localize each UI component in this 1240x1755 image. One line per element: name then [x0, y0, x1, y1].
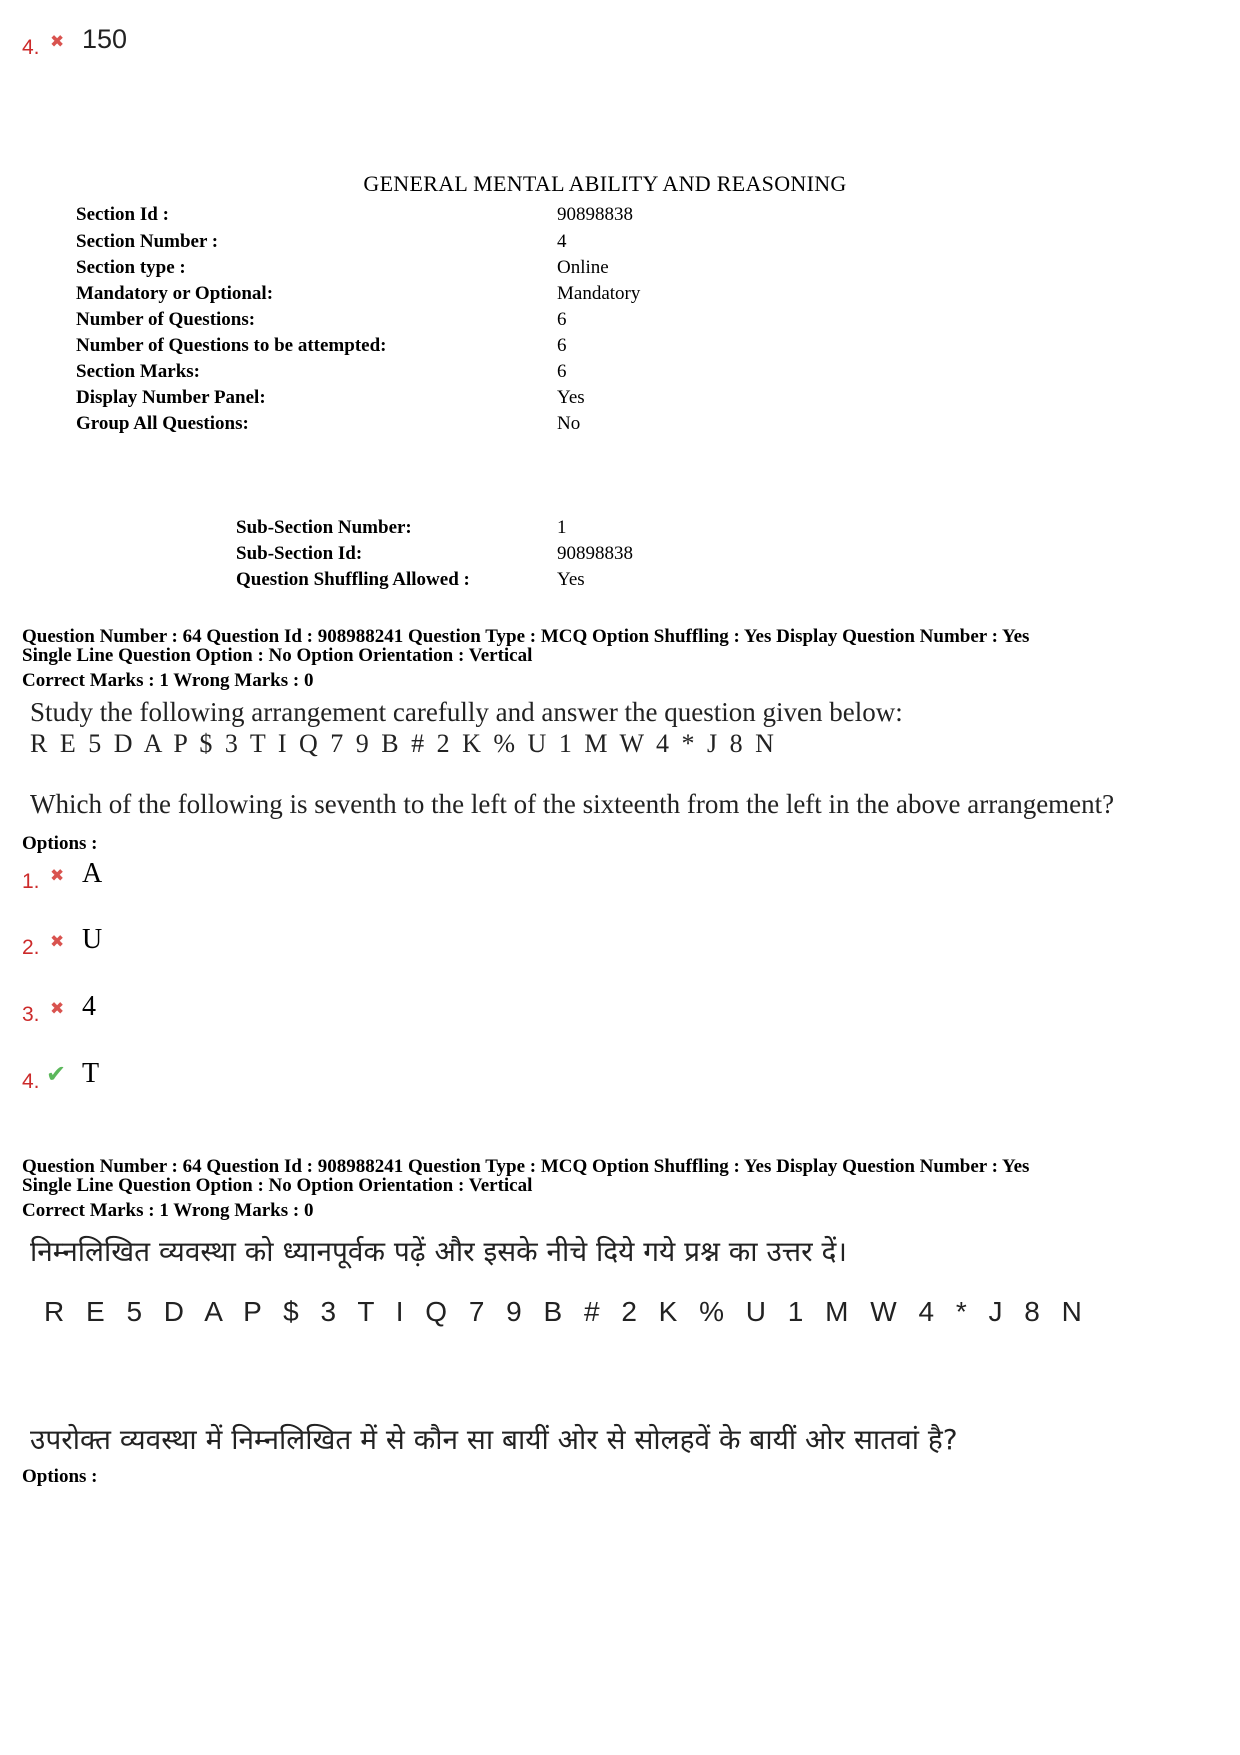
section-value: 6 [557, 361, 567, 382]
option-text: 4 [82, 991, 96, 1022]
option-text: U [82, 924, 103, 955]
cross-icon: ✖ [50, 32, 65, 52]
section-title: GENERAL MENTAL ABILITY AND REASONING [363, 171, 847, 196]
prev-option-text: 150 [82, 24, 128, 54]
section-label: Section Marks: [76, 361, 201, 382]
option-number: 4. [22, 1070, 40, 1093]
question-instruction: Study the following arrangement carefully and answer the question given below: [30, 697, 903, 727]
section-value: Mandatory [557, 283, 641, 304]
section-label: Group All Questions: [76, 413, 249, 434]
section-label: Section Number : [76, 231, 219, 252]
section-value: Online [557, 257, 609, 278]
question-meta-line2: Single Line Question Option : No Option Orientation : Vertical [22, 645, 533, 666]
question-marks: Correct Marks : 1 Wrong Marks : 0 [22, 1200, 314, 1221]
subsection-label: Question Shuffling Allowed : [236, 569, 470, 590]
subsection-value: 1 [557, 517, 567, 538]
question-arrangement: R E 5 D A P $ 3 T I Q 7 9 B # 2 K % U 1 M W 4 * J 8 N [30, 729, 777, 758]
section-value: 6 [557, 309, 567, 330]
subsection-label: Sub-Section Number: [236, 517, 412, 538]
prev-option-number: 4. [22, 36, 40, 59]
option-number: 2. [22, 936, 40, 959]
question-meta-line1: Question Number : 64 Question Id : 908988241 Question Type : MCQ Option Shuffling : Yes Display Question Number : Yes [22, 626, 1030, 647]
question-instruction: निम्नलिखित व्यवस्था को ध्यानपूर्वक पढ़ें और इसके नीचे दिये गये प्रश्न का उत्तर दें। [30, 1235, 847, 1268]
section-value: 90898838 [557, 204, 633, 225]
section-value: No [557, 413, 581, 434]
section-label: Mandatory or Optional: [76, 283, 274, 304]
section-label: Number of Questions: [76, 309, 256, 330]
section-value: 4 [557, 231, 567, 252]
question-text: उपरोक्त व्यवस्था में निम्नलिखित में से कौन सा बायीं ओर से सोलहवें के बायीं ओर सातवां है? [30, 1423, 958, 1456]
question-marks: Correct Marks : 1 Wrong Marks : 0 [22, 670, 314, 691]
section-value: Yes [557, 387, 585, 408]
option-text: T [82, 1058, 100, 1089]
section-label: Number of Questions to be attempted: [76, 335, 387, 356]
section-label: Display Number Panel: [76, 387, 266, 408]
cross-icon: ✖ [50, 932, 65, 952]
subsection-value: Yes [557, 569, 585, 590]
section-label: Section Id : [76, 204, 169, 225]
subsection-value: 90898838 [557, 543, 633, 564]
option-text: A [82, 858, 103, 889]
question-meta-line1: Question Number : 64 Question Id : 908988241 Question Type : MCQ Option Shuffling : Yes Display Question Number : Yes [22, 1156, 1030, 1177]
options-label: Options : [22, 833, 98, 854]
question-arrangement: R E 5 D A P $ 3 T I Q 7 9 B # 2 K % U 1 M W 4 * J 8 N [44, 1296, 1089, 1327]
question-text: Which of the following is seventh to the left of the sixteenth from the left in the above arrangement? [30, 789, 1115, 819]
section-label: Section type : [76, 257, 186, 278]
options-label: Options : [22, 1466, 98, 1487]
cross-icon: ✖ [50, 999, 65, 1019]
section-value: 6 [557, 335, 567, 356]
subsection-label: Sub-Section Id: [236, 543, 363, 564]
check-icon: ✔ [46, 1060, 67, 1088]
cross-icon: ✖ [50, 866, 65, 886]
option-number: 3. [22, 1003, 40, 1026]
question-meta-line2: Single Line Question Option : No Option Orientation : Vertical [22, 1175, 533, 1196]
option-number: 1. [22, 870, 40, 893]
